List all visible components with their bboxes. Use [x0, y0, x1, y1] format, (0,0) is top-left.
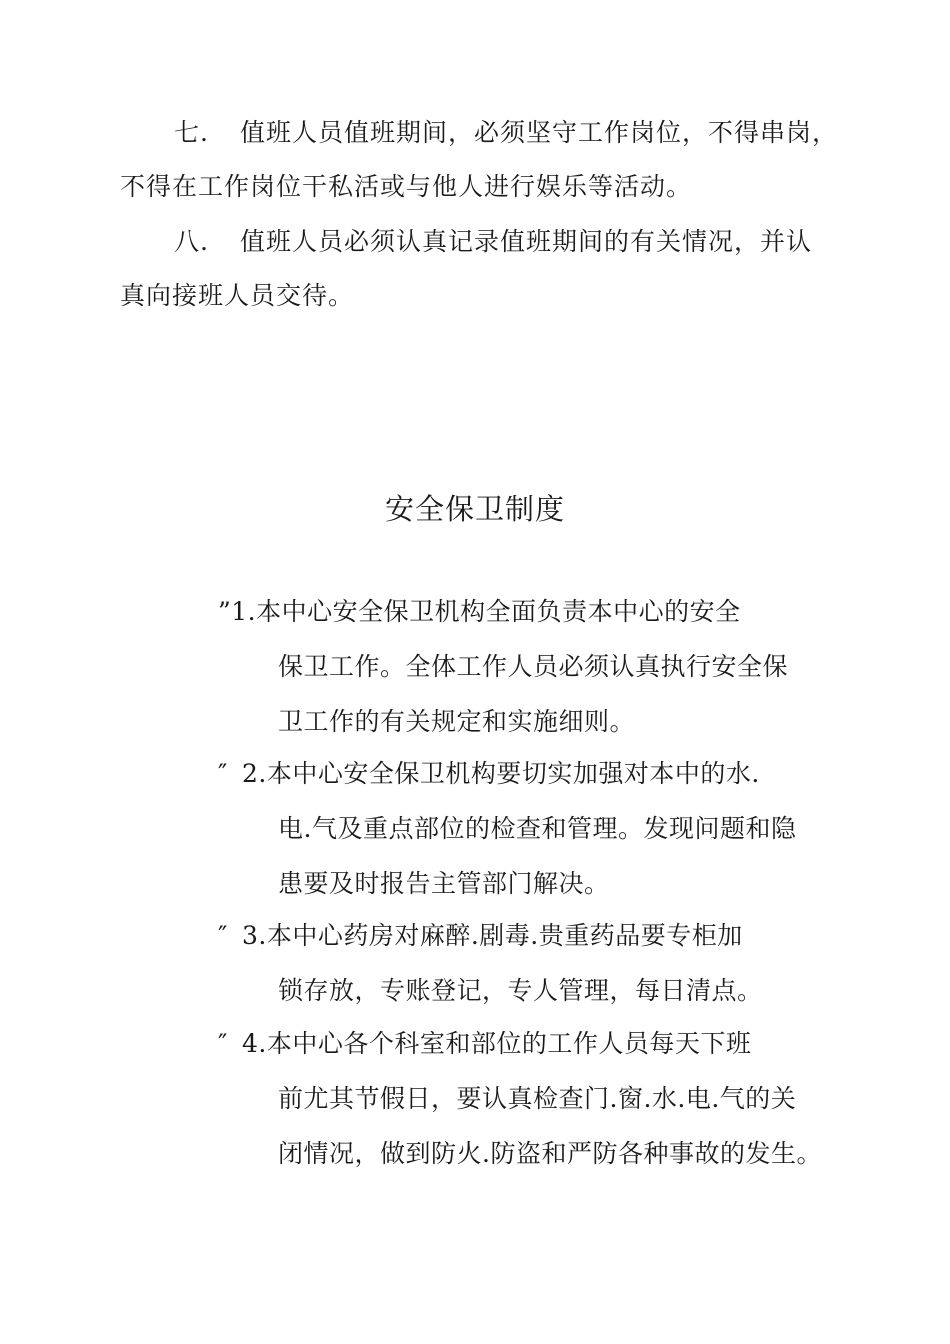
list-item-2-text: 2.本中心安全保卫机构要切实加强对本中的水.: [242, 759, 760, 788]
rule-eight-line-1: [120, 215, 860, 269]
list-item-2-cont-1: 电.气及重点部位的检查和管理。发现问题和隐: [278, 814, 797, 843]
rule-seven: [120, 106, 860, 214]
list-item-4: [218, 1016, 858, 1181]
list-item-1-text: 1.本中心安全保卫机构全面负责本中心的安全: [231, 597, 741, 626]
list-item-4-cont-2: 闭情况，做到防火.防盗和严防各种事故的发生。: [278, 1139, 822, 1168]
list-item-3-first: [218, 908, 858, 963]
rule-eight-text-1: 值班人员必须认真记录值班期间的有关情况，并认: [240, 227, 813, 256]
list-item-3-cont-1: 锁存放，专账登记，专人管理，每日清点。: [278, 976, 763, 1005]
list-item-4-cont-1: 前尤其节假日，要认真检查门.窗.水.电.气的关: [278, 1084, 797, 1113]
list-item-1: [218, 584, 858, 749]
rule-eight-number: 八.: [174, 227, 209, 256]
rule-seven-number: 七.: [174, 118, 209, 147]
list-item-2: [218, 746, 858, 911]
list-item-1-cont-2: 卫工作的有关规定和实施细则。: [278, 707, 636, 736]
list-item-4-mark: ″: [218, 1029, 228, 1058]
rule-eight-line-2: 真向接班人员交待。: [120, 281, 355, 310]
list-item-2-first: [218, 746, 858, 801]
list-item-2-mark: ″: [218, 759, 228, 788]
list-item-4-first: [218, 1016, 858, 1071]
list-item-3-mark: ″: [218, 921, 228, 950]
rule-seven-text-1: 值班人员值班期间，必须坚守工作岗位，不得串岗，: [240, 118, 839, 147]
rule-eight: [120, 215, 860, 323]
list-item-1-first: [218, 584, 858, 639]
list-item-1-cont-1: 保卫工作。全体工作人员必须认真执行安全保: [278, 652, 789, 681]
list-item-3-text: 3.本中心药房对麻醉.剧毒.贵重药品要专柜加: [242, 921, 743, 950]
list-item-3: [218, 908, 858, 1018]
section-title: 安全保卫制度: [384, 492, 565, 526]
list-item-4-text: 4.本中心各个科室和部位的工作人员每天下班: [242, 1029, 752, 1058]
list-item-2-cont-2: 患要及时报告主管部门解决。: [278, 869, 610, 898]
rule-seven-line-1: [120, 106, 860, 160]
list-item-1-mark: ”: [218, 597, 232, 626]
rule-seven-line-2: 不得在工作岗位干私活或与他人进行娱乐等活动。: [120, 172, 693, 201]
